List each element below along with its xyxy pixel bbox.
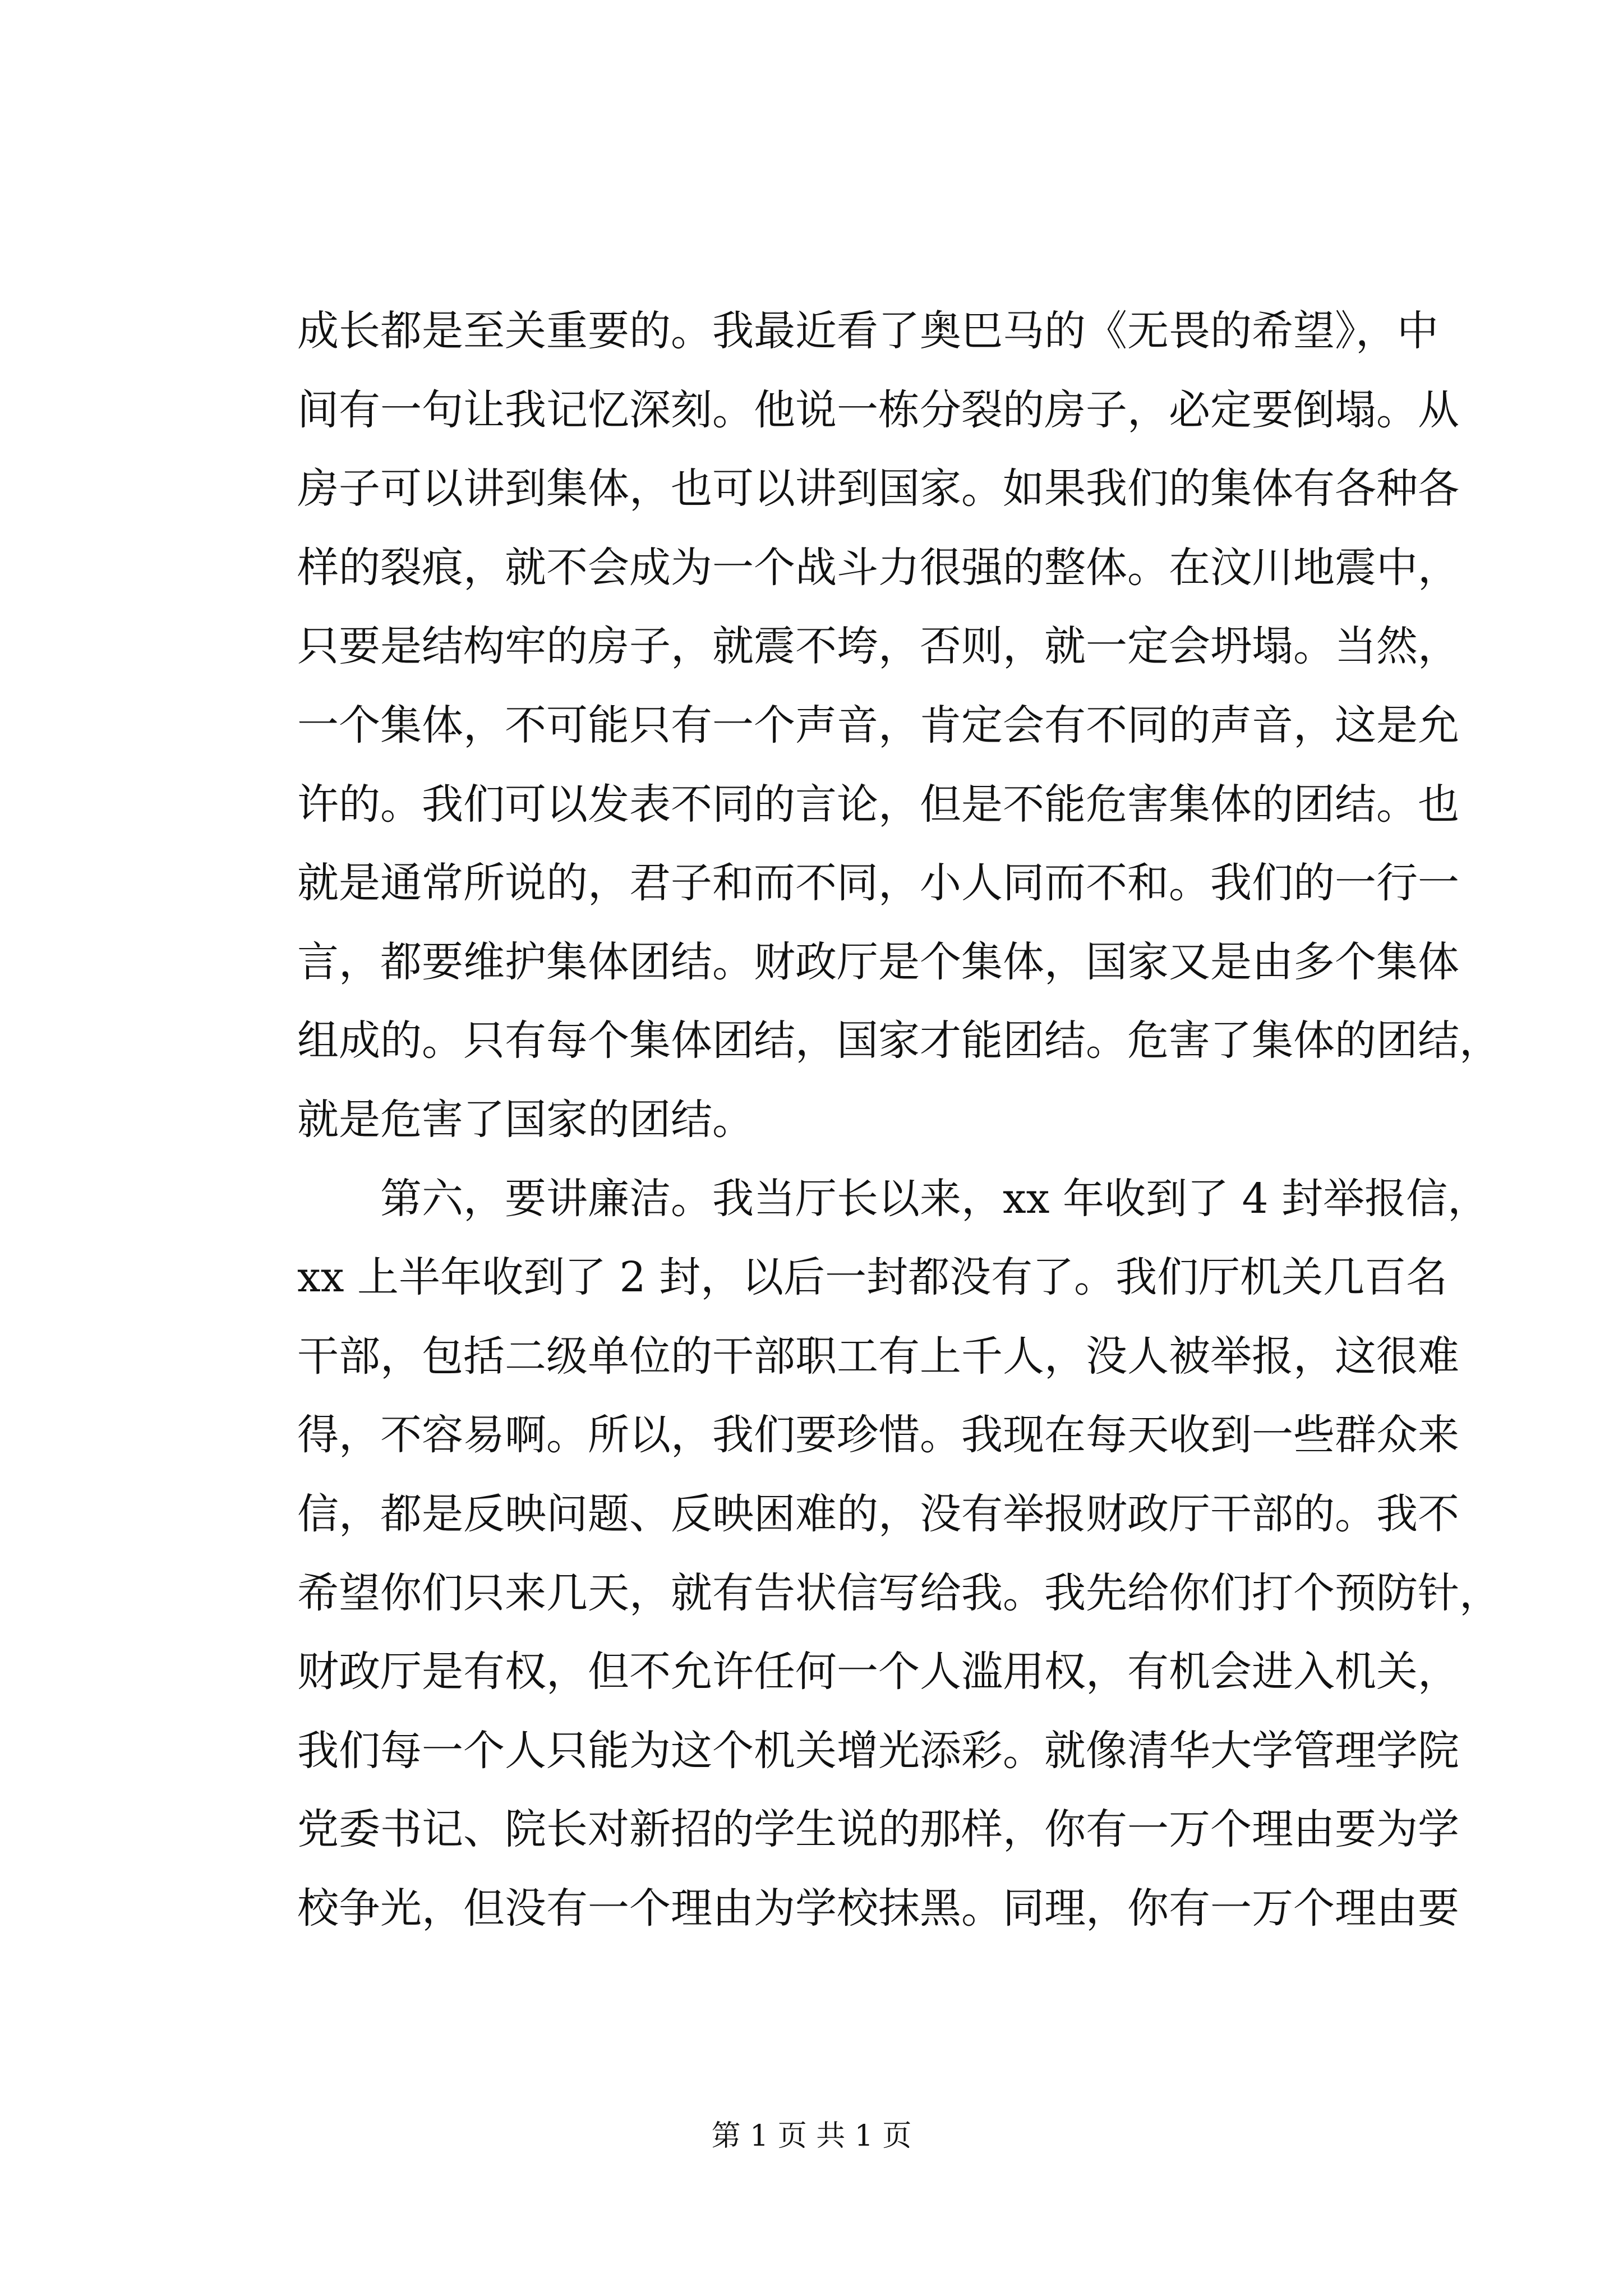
text-line: 样的裂痕，就不会成为一个战斗力很强的整体。在汶川地震中，	[297, 543, 1459, 592]
text-line: xx 上半年收到了 2 封，以后一封都没有了。我们厅机关几百名	[297, 1253, 1448, 1302]
text-line: 得，不容易啊。所以，我们要珍惜。我现在每天收到一些群众来	[297, 1411, 1459, 1460]
text-line: 希望你们只来几天，就有告状信写给我。我先给你们打个预防针，	[297, 1568, 1501, 1617]
text-line: 组成的。只有每个集体团结，国家才能团结。危害了集体的团结，	[297, 1016, 1501, 1065]
text-line: 财政厅是有权，但不允许任何一个人滥用权，有机会进入机关，	[297, 1648, 1459, 1696]
text-line-paragraph-start: 第六，要讲廉洁。我当厅长以来，xx 年收到了 4 封举报信，	[380, 1174, 1490, 1223]
body-text	[297, 292, 1501, 1948]
text-line: 我们每一个人只能为这个机关增光添彩。就像清华大学管理学院	[297, 1726, 1459, 1775]
text-line: 一个集体，不可能只有一个声音，肯定会有不同的声音，这是允	[297, 701, 1459, 749]
text-line: 房子可以讲到集体，也可以讲到国家。如果我们的集体有各种各	[297, 464, 1459, 513]
text-line: 间有一句让我记忆深刻。他说一栋分裂的房子，必定要倒塌。从	[297, 385, 1459, 434]
text-line: 信，都是反映问题、反映困难的，没有举报财政厅干部的。我不	[297, 1489, 1459, 1538]
text-line: 就是通常所说的，君子和而不同，小人同而不和。我们的一行一	[297, 859, 1459, 908]
text-line: 党委书记、院长对新招的学生说的那样，你有一万个理由要为学	[297, 1805, 1459, 1854]
text-line-paragraph-end: 就是危害了国家的团结。	[297, 1095, 754, 1144]
page-footer: 第 1 页 共 1 页	[711, 2119, 912, 2153]
text-line: 校争光，但没有一个理由为学校抹黑。同理，你有一万个理由要	[297, 1884, 1459, 1932]
text-line: 只要是结构牢的房子，就震不垮，否则，就一定会坍塌。当然，	[297, 622, 1459, 671]
text-line: 干部，包括二级单位的干部职工有上千人，没人被举报，这很难	[297, 1332, 1459, 1381]
text-line: 许的。我们可以发表不同的言论，但是不能危害集体的团结。也	[297, 780, 1459, 829]
text-line: 成长都是至关重要的。我最近看了奥巴马的《无畏的希望》，中	[297, 307, 1438, 355]
text-line: 言，都要维护集体团结。财政厅是个集体，国家又是由多个集体	[297, 937, 1459, 986]
